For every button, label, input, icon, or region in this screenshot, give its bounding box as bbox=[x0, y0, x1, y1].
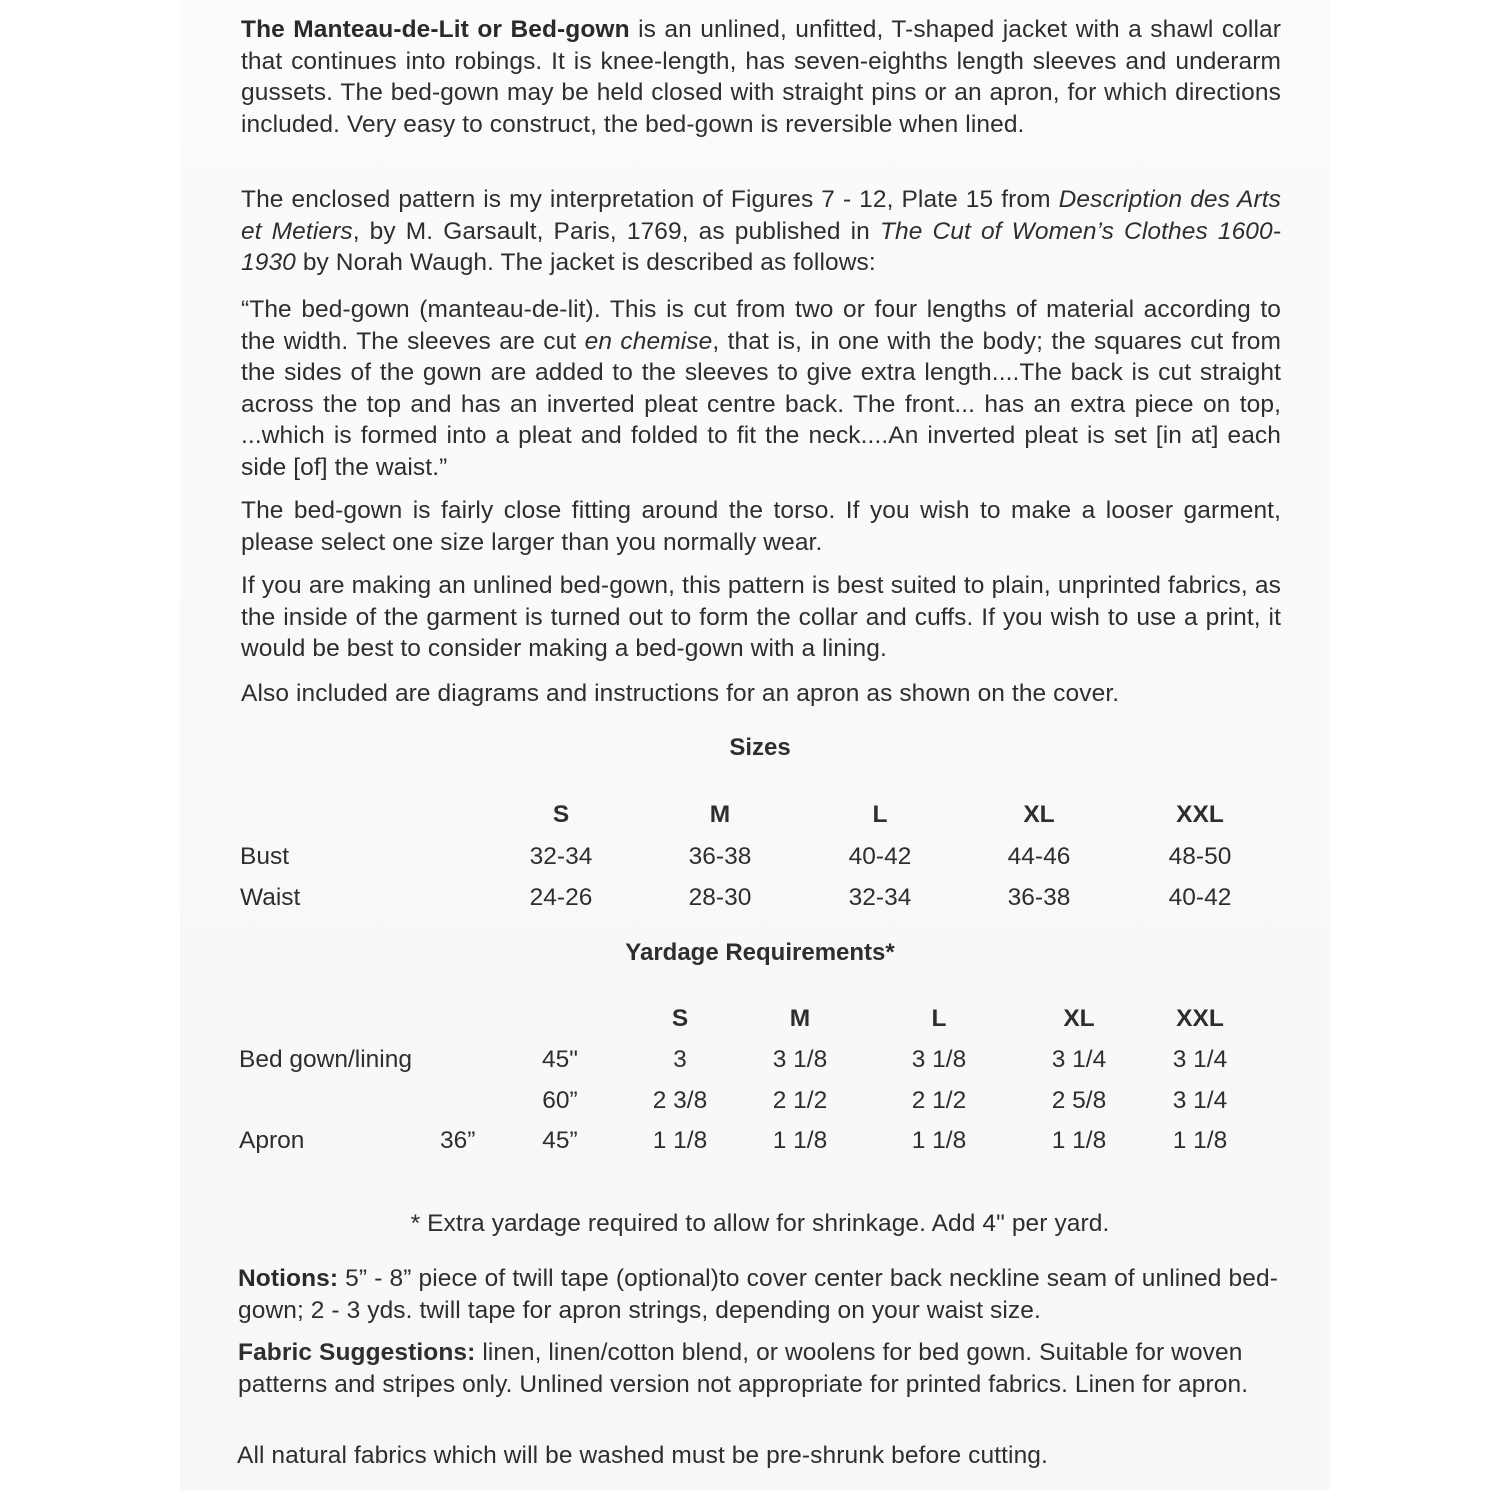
sizes-row-label: Waist bbox=[240, 884, 301, 911]
quote-paragraph bbox=[241, 294, 1281, 483]
intro-paragraph bbox=[241, 14, 1281, 140]
yardage-cell: 3 1/4 bbox=[1172, 1087, 1228, 1114]
sizes-cell: 36-38 bbox=[1007, 884, 1071, 911]
yardage-cell: 2 1/2 bbox=[772, 1087, 828, 1114]
sizes-cell: 36-38 bbox=[688, 843, 752, 870]
source-title-1: Description des Arts et Metiers bbox=[241, 186, 1282, 245]
yardage-col-header: XXL bbox=[1176, 1005, 1224, 1032]
sizes-col-header: L bbox=[872, 801, 888, 828]
sizes-cell: 32-34 bbox=[848, 884, 912, 911]
yardage-width: 60” bbox=[542, 1087, 578, 1114]
sizes-cell: 40-42 bbox=[1168, 884, 1232, 911]
yardage-cell: 1 1/8 bbox=[772, 1127, 828, 1154]
source-title-2: The Cut of Women’s Clothes 1600-1930 bbox=[241, 217, 1282, 276]
quote-italic: en chemise bbox=[584, 327, 713, 355]
yardage-row-label: Bed gown/lining bbox=[239, 1046, 412, 1073]
sizes-row-label: Bust bbox=[240, 843, 290, 870]
yardage-cell: 2 5/8 bbox=[1051, 1087, 1107, 1114]
yardage-cell: 3 1/4 bbox=[1172, 1046, 1228, 1073]
sizes-cell: 44-46 bbox=[1007, 843, 1071, 870]
yardage-col-header: L bbox=[931, 1005, 947, 1032]
yardage-cell: 3 1/4 bbox=[1051, 1046, 1107, 1073]
yardage-heading: Yardage Requirements* bbox=[625, 939, 895, 966]
sizes-col-header: XL bbox=[1023, 801, 1055, 828]
source-text-1: The enclosed pattern is my interpretation of Figures 7 - 12, Plate 15 from bbox=[241, 186, 1059, 213]
yardage-width: 45" bbox=[542, 1046, 578, 1073]
source-text-3: by Norah Waugh. The jacket is described as follows: bbox=[295, 249, 876, 276]
fabric-suggestions-label: Fabric Suggestions: bbox=[238, 1339, 476, 1366]
notions-paragraph bbox=[238, 1263, 1278, 1326]
preshrink-note: All natural fabrics which will be washed must be pre-shrunk before cutting. bbox=[237, 1442, 1048, 1469]
yardage-cell: 1 1/8 bbox=[1051, 1127, 1107, 1154]
sizes-cell: 32-34 bbox=[529, 843, 593, 870]
yardage-cell: 3 1/8 bbox=[772, 1046, 828, 1073]
sizes-cell: 28-30 bbox=[688, 884, 752, 911]
fabric-note: If you are making an unlined bed-gown, this pattern is best suited to plain, unprinted fabrics, as the inside of the garment is turned out to form the collar and cuffs. If you wish to use a print, it would be best to consider making a bed-gown with a lining. bbox=[241, 572, 1281, 662]
sizes-heading: Sizes bbox=[729, 734, 791, 761]
notions-label: Notions: bbox=[238, 1265, 339, 1292]
yardage-cell: 2 1/2 bbox=[911, 1087, 967, 1114]
notions-text: 5” - 8” piece of twill tape (optional)to cover center back neckline seam of unlined bed-gown; 2 - 3 yds. twill tape for apron strings, depending on your waist size. bbox=[238, 1265, 1278, 1324]
yardage-row-label: Apron bbox=[239, 1127, 305, 1154]
sizes-cell: 40-42 bbox=[848, 843, 912, 870]
quote-text-1: “The bed-gown (manteau-de-lit). This is cut from two or four lengths of material according to the width. The sleeves are cut bbox=[241, 296, 1281, 355]
quote-text-2: , that is, in one with the body; the squares cut from the sides of the gown are added to the sleeves to give extra length....The back is cut straight across the top and has an inverted pleat centre back. The front... has an extra piece on top, ...which is formed into a pleat and folded to fit the neck....An inverted pleat is set [in at] each side [of] the waist.” bbox=[241, 327, 1281, 481]
fabric-suggestions-paragraph bbox=[238, 1337, 1268, 1400]
yardage-width: 45” bbox=[542, 1127, 578, 1154]
sizes-col-header: XXL bbox=[1176, 801, 1224, 828]
sizes-col-header: M bbox=[709, 801, 731, 828]
fit-note: The bed-gown is fairly close fitting around the torso. If you wish to make a looser garment, please select one size larger than you normally wear. bbox=[241, 497, 1281, 556]
yardage-cell: 1 1/8 bbox=[652, 1127, 708, 1154]
source-text-2: , by M. Garsault, Paris, 1769, as published in bbox=[352, 217, 880, 245]
sizes-col-header: S bbox=[552, 801, 570, 828]
intro-text: is an unlined, unfitted, T-shaped jacket with a shawl collar that continues into robings. It is knee-length, has seven-eighths length sleeves and underarm gussets. The bed-gown may be held closed with straight pins or an apron, for which directions included. Very easy to construct, the bed-gown is reversible when lined. bbox=[241, 16, 1281, 138]
yardage-cell: 1 1/8 bbox=[1172, 1127, 1228, 1154]
yardage-cell: 3 1/8 bbox=[911, 1046, 967, 1073]
sizes-cell: 48-50 bbox=[1168, 843, 1232, 870]
source-paragraph bbox=[241, 184, 1281, 279]
sizes-cell: 24-26 bbox=[529, 884, 593, 911]
yardage-cell: 1 1/8 bbox=[911, 1127, 967, 1154]
intro-title: The Manteau-de-Lit or Bed-gown bbox=[241, 16, 630, 43]
yardage-apron-length: 36” bbox=[440, 1127, 476, 1154]
fabric-suggestions-text: linen, linen/cotton blend, or woolens for bed gown. Suitable for woven patterns and stripes only. Unlined version not appropriate for printed fabrics. Linen for apron. bbox=[238, 1339, 1249, 1398]
yardage-footnote: * Extra yardage required to allow for shrinkage. Add 4" per yard. bbox=[410, 1210, 1110, 1237]
apron-note: Also included are diagrams and instructions for an apron as shown on the cover. bbox=[241, 680, 1120, 707]
yardage-col-header: M bbox=[789, 1005, 811, 1032]
yardage-col-header: XL bbox=[1063, 1005, 1095, 1032]
yardage-cell: 3 bbox=[673, 1046, 687, 1073]
yardage-cell: 2 3/8 bbox=[652, 1087, 708, 1114]
yardage-col-header: S bbox=[671, 1005, 689, 1032]
